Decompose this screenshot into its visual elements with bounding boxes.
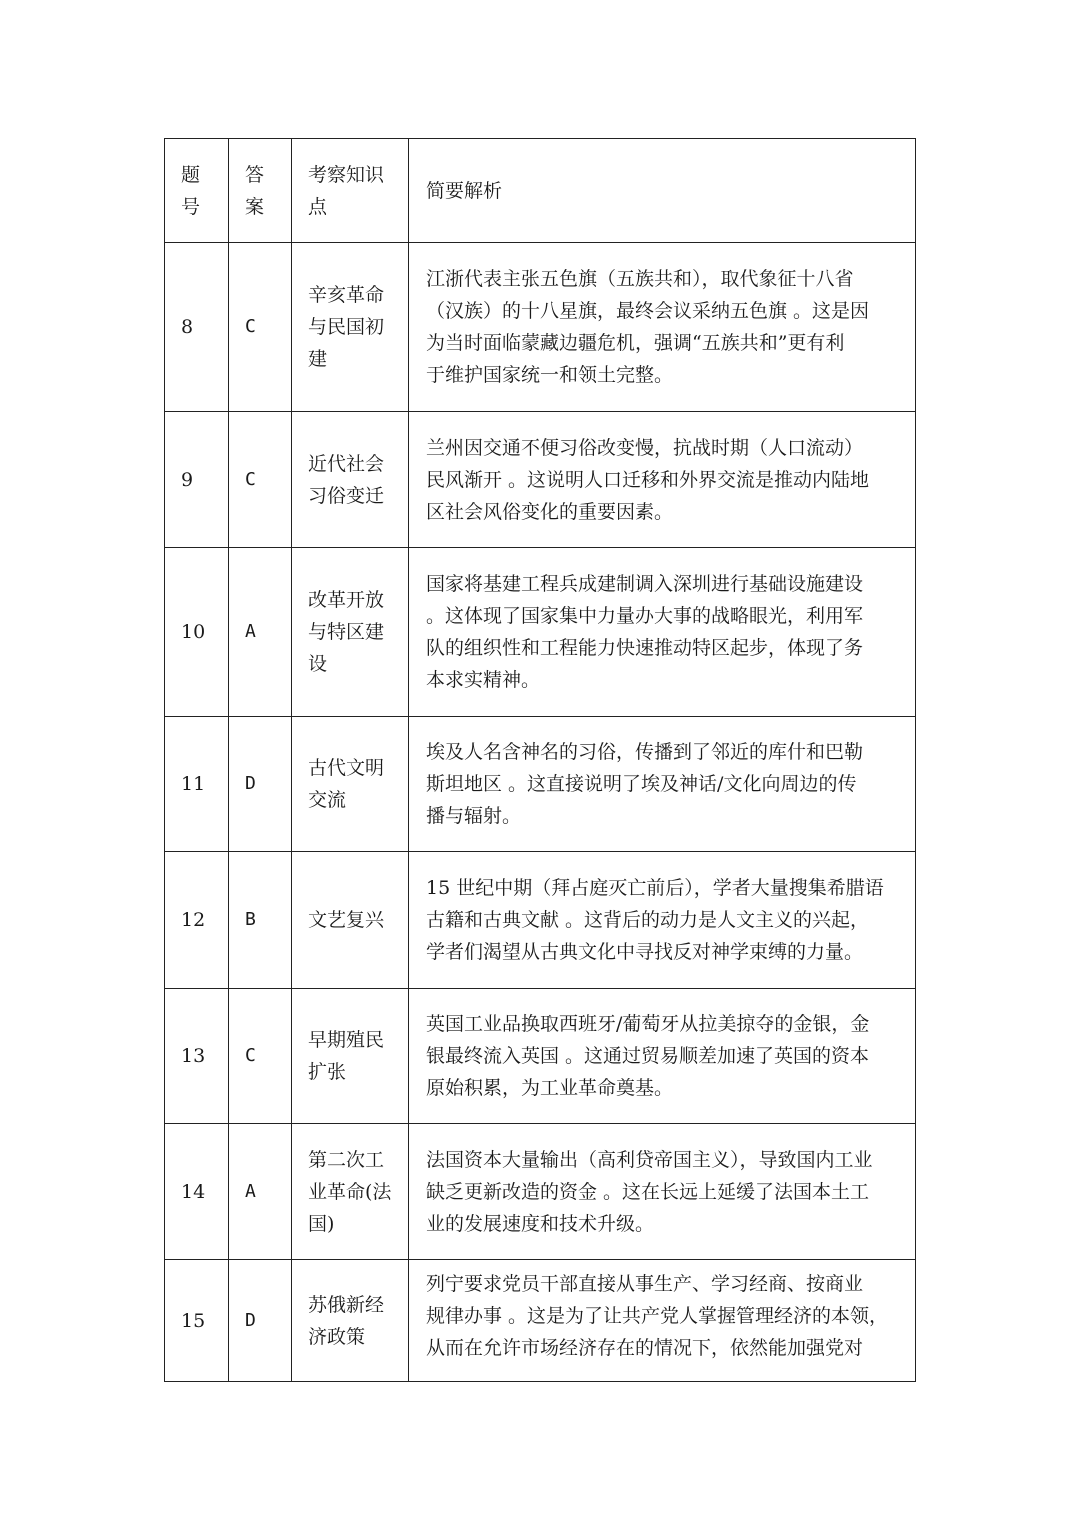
knowledge-point: 改革开放与特区建设 <box>292 548 409 717</box>
table-header-row <box>165 139 916 243</box>
explanation <box>409 852 916 989</box>
explanation-line: 原始积累，为工业革命奠基。 <box>426 1077 674 1099</box>
question-number: 15 <box>165 1260 229 1382</box>
explanation-line: 于维护国家统一和领土完整。 <box>426 364 674 386</box>
explanation <box>409 1124 916 1260</box>
question-number: 9 <box>165 412 229 548</box>
table-row <box>165 412 916 548</box>
answer-letter: C <box>229 412 292 548</box>
table-row <box>165 548 916 717</box>
table-row <box>165 1260 916 1382</box>
knowledge-point: 第二次工业革命(法国) <box>292 1124 409 1260</box>
explanation <box>409 989 916 1124</box>
explanation-line: 。这体现了国家集中力量办大事的战略眼光，利用军 <box>426 605 864 627</box>
table-row <box>165 243 916 412</box>
knowledge-point: 早期殖民扩张 <box>292 989 409 1124</box>
explanation <box>409 412 916 548</box>
explanation-line: 学者们渴望从古典文化中寻找反对神学束缚的力量。 <box>426 941 864 963</box>
explanation <box>409 243 916 412</box>
question-number: 10 <box>165 548 229 717</box>
explanation-line: 本求实精神。 <box>426 669 541 691</box>
knowledge-point: 近代社会习俗变迁 <box>292 412 409 548</box>
explanation-line: 民风渐开 。这说明人口迁移和外界交流是推动内陆地 <box>426 468 870 491</box>
knowledge-point: 辛亥革命与民国初建 <box>292 243 409 412</box>
knowledge-point: 古代文明交流 <box>292 717 409 852</box>
answer-letter: C <box>229 243 292 412</box>
table-row <box>165 717 916 852</box>
explanation-line: 为当时面临蒙藏边疆危机，强调“五族共和”更有利 <box>426 332 845 354</box>
answer-letter: D <box>229 1260 292 1382</box>
header-topic: 考察知识点 <box>292 139 409 243</box>
explanation-line: 埃及人名含神名的习俗，传播到了邻近的库什和巴勒 <box>426 741 864 763</box>
table-row <box>165 852 916 989</box>
header-answer: 答案 <box>229 139 292 243</box>
table-row <box>165 989 916 1124</box>
explanation <box>409 717 916 852</box>
answer-letter: C <box>229 989 292 1124</box>
question-number: 14 <box>165 1124 229 1260</box>
knowledge-point: 文艺复兴 <box>292 852 409 989</box>
explanation-line: 古籍和古典文献 。这背后的动力是人文主义的兴起， <box>426 909 870 931</box>
header-explain: 简要解析 <box>409 139 916 243</box>
explanation-line: 规律办事 。这是为了让共产党人掌握管理经济的本领， <box>426 1305 889 1327</box>
explanation-line: 斯坦地区 。这直接说明了埃及神话/文化向周边的传 <box>426 773 857 795</box>
table-row <box>165 1124 916 1260</box>
explanation-line: 15 世纪中期（拜占庭灭亡前后），学者大量搜集希腊语 <box>426 877 884 899</box>
explanation-line: 银最终流入英国 。这通过贸易顺差加速了英国的资本 <box>426 1045 870 1067</box>
answer-letter: D <box>229 717 292 852</box>
explanation-line: 江浙代表主张五色旗（五族共和），取代象征十八省 <box>426 268 854 290</box>
explanation-line: 播与辐射。 <box>426 805 522 827</box>
question-number: 12 <box>165 852 229 989</box>
explanation-line: 国家将基建工程兵成建制调入深圳进行基础设施建设 <box>426 573 864 595</box>
answer-table <box>164 138 916 1382</box>
explanation-line: 法国资本大量输出（高利贷帝国主义），导致国内工业 <box>426 1148 873 1171</box>
explanation-line: 缺乏更新改造的资金 。这在长远上延缓了法国本土工 <box>426 1180 870 1203</box>
question-number: 8 <box>165 243 229 412</box>
explanation <box>409 548 916 717</box>
explanation-line: 列宁要求党员干部直接从事生产、学习经商、按商业 <box>426 1273 864 1295</box>
explanation-line: 从而在允许市场经济存在的情况下，依然能加强党对 <box>426 1337 864 1359</box>
answer-letter: A <box>229 1124 292 1260</box>
explanation-line: 业的发展速度和技术升级。 <box>426 1212 655 1235</box>
question-number: 11 <box>165 717 229 852</box>
answer-letter: A <box>229 548 292 717</box>
explanation-line: （汉族）的十八星旗，最终会议采纳五色旗 。这是因 <box>426 300 870 322</box>
question-number: 13 <box>165 989 229 1124</box>
explanation-line: 区社会风俗变化的重要因素。 <box>426 500 674 523</box>
explanation-line: 兰州因交通不便习俗改变慢，抗战时期（人口流动） <box>426 436 864 459</box>
explanation-line: 队的组织性和工程能力快速推动特区起步，体现了务 <box>426 637 864 659</box>
answer-letter: B <box>229 852 292 989</box>
header-num: 题号 <box>165 139 229 243</box>
explanation-line: 英国工业品换取西班牙/葡萄牙从拉美掠夺的金银，金 <box>426 1013 870 1035</box>
explanation <box>409 1260 916 1382</box>
knowledge-point: 苏俄新经济政策 <box>292 1260 409 1382</box>
